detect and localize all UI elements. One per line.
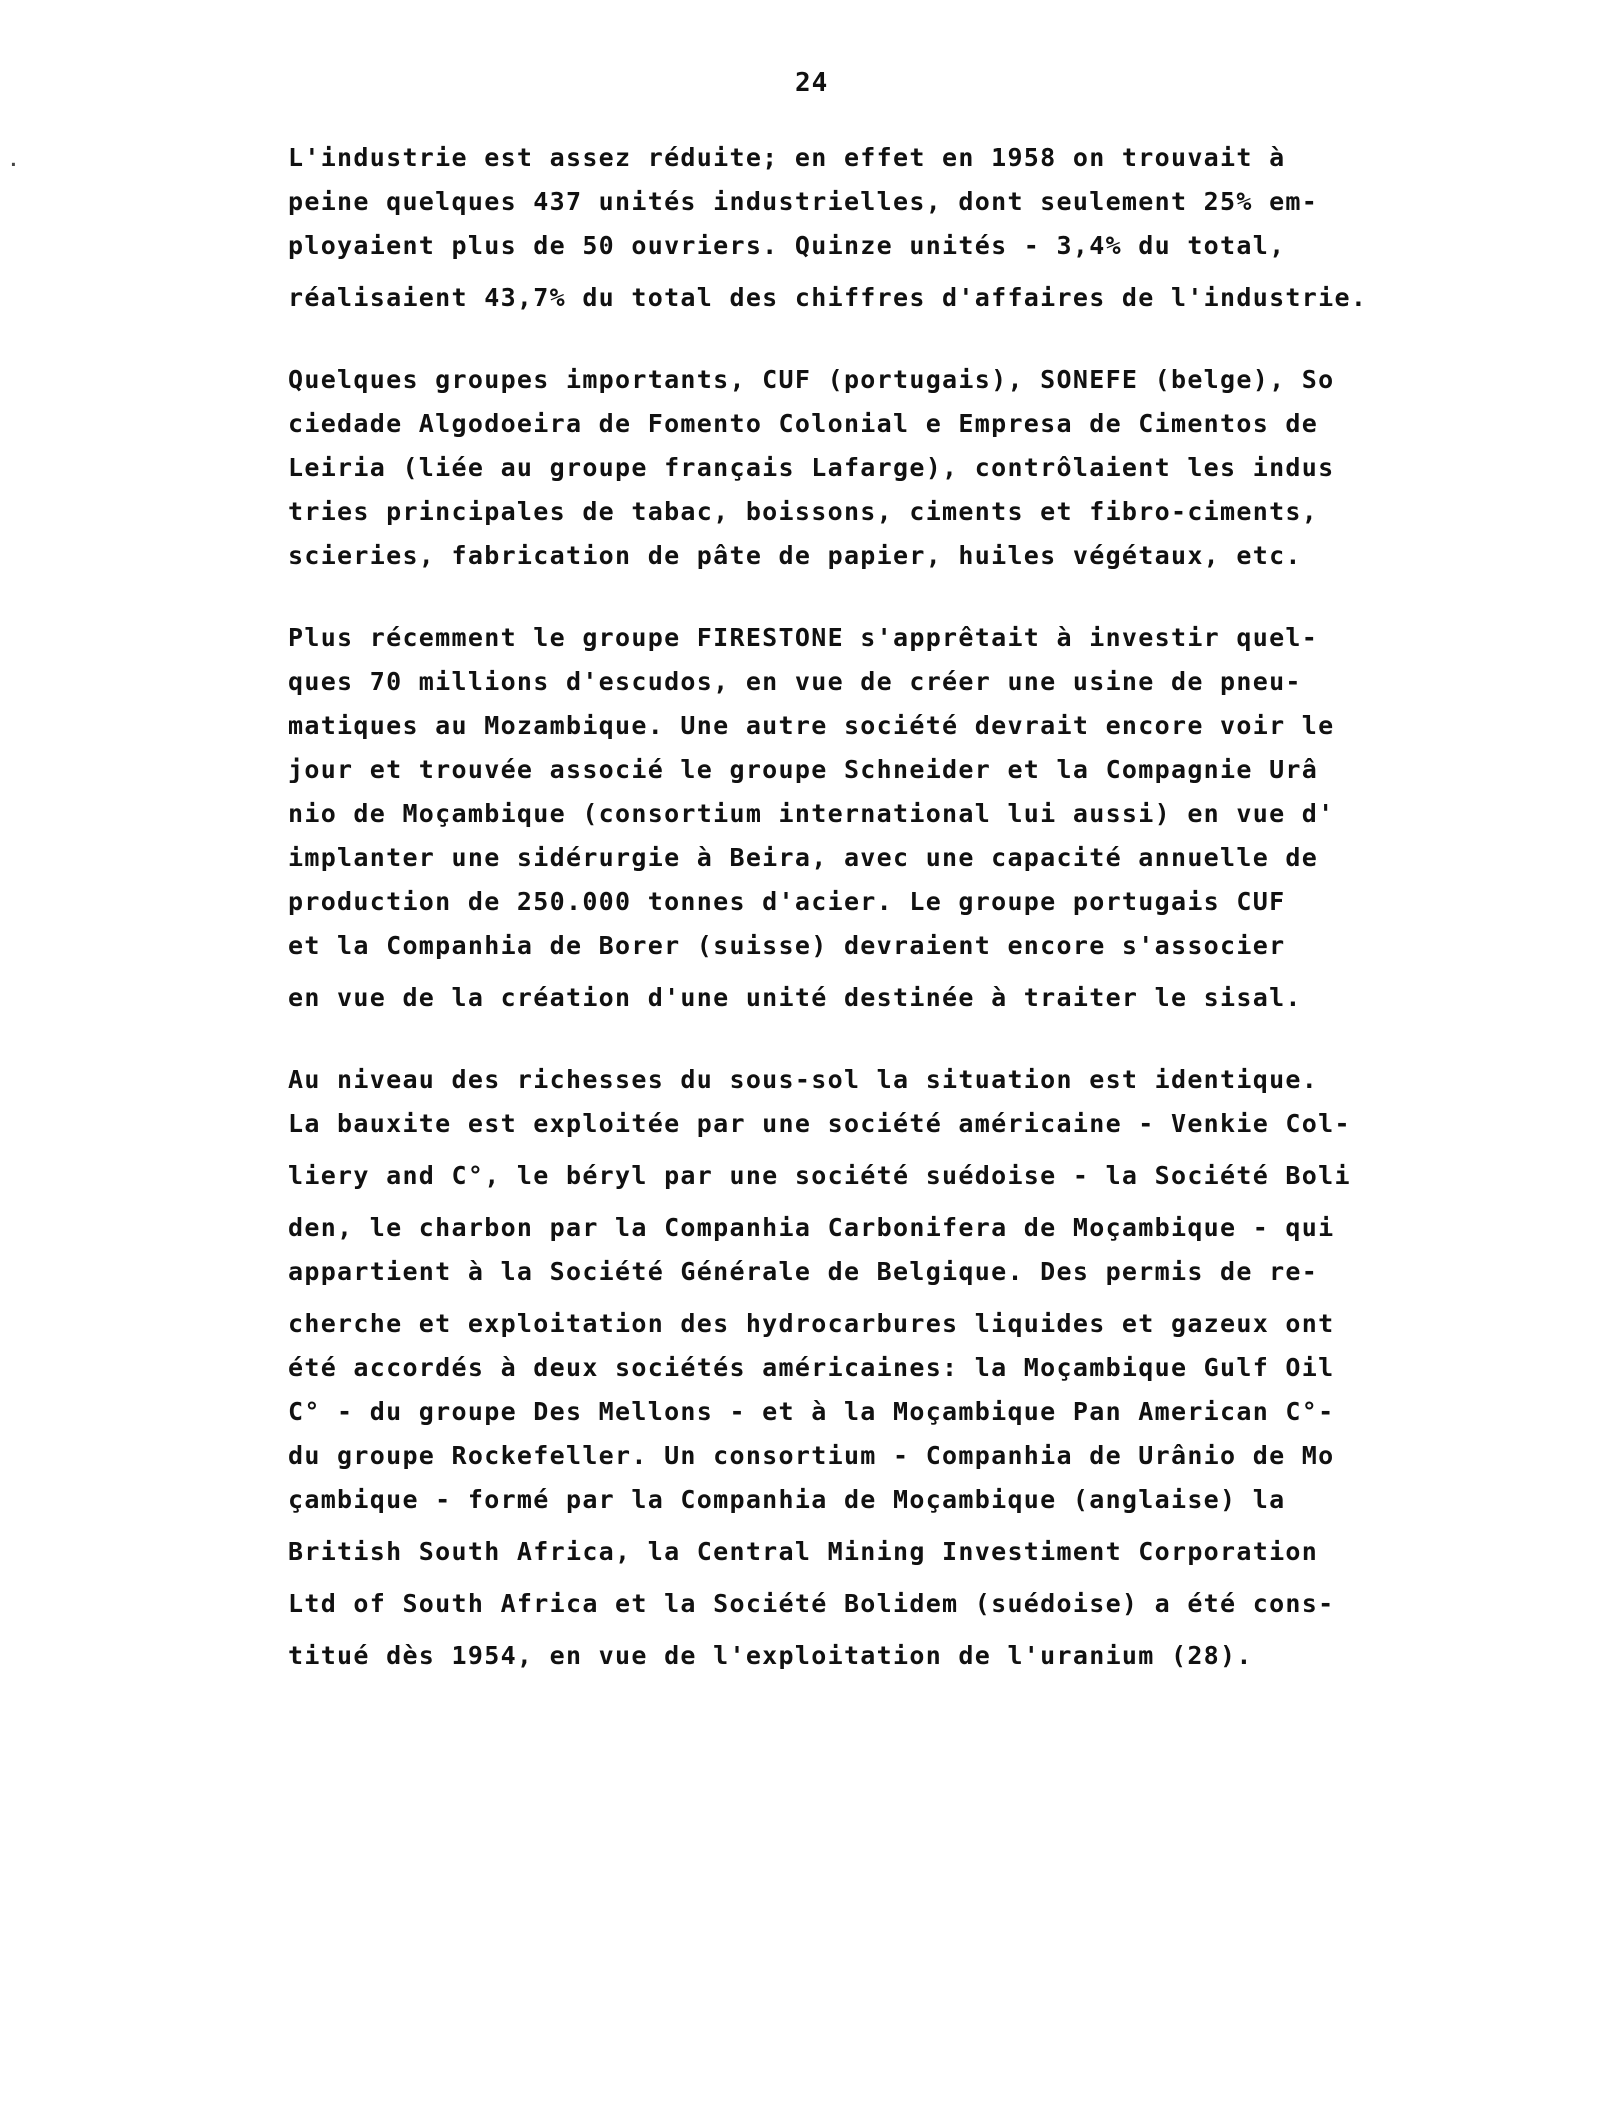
text-line: Plus récemment le groupe FIRESTONE s'apprêtait à investir quel- <box>288 623 1319 652</box>
paragraph-groups <box>288 362 1568 574</box>
text-line: scieries, fabrication de pâte de papier, huiles végétaux, etc. <box>288 541 1302 570</box>
text-line: jour et trouvée associé le groupe Schneider et la Compagnie Urâ <box>288 755 1319 784</box>
text-line: ployaient plus de 50 ouvriers. Quinze unités - 3,4% du total, <box>288 231 1286 260</box>
text-line: Au niveau des richesses du sous-sol la situation est identique. <box>288 1065 1319 1094</box>
text-line: nio de Moçambique (consortium international lui aussi) en vue d' <box>288 799 1335 828</box>
paragraph-investments <box>288 620 1568 1016</box>
text-line: peine quelques 437 unités industrielles, dont seulement 25% em- <box>288 187 1319 216</box>
page-number: 24 <box>795 68 829 98</box>
text-line: Leiria (liée au groupe français Lafarge), contrôlaient les indus <box>288 453 1335 482</box>
paragraph-industry <box>288 140 1568 316</box>
text-line: titué dès 1954, en vue de l'exploitation de l'uranium (28). <box>288 1641 1253 1670</box>
text-line: L'industrie est assez réduite; en effet en 1958 on trouvait à <box>288 143 1286 172</box>
text-line: ques 70 millions d'escudos, en vue de créer une usine de pneu- <box>288 667 1302 696</box>
text-line: ciedade Algodoeira de Fomento Colonial e Empresa de Cimentos de <box>288 409 1319 438</box>
text-line: production de 250.000 tonnes d'acier. Le groupe portugais CUF <box>288 887 1286 916</box>
text-line: implanter une sidérurgie à Beira, avec une capacité annuelle de <box>288 843 1319 872</box>
text-line: çambique - formé par la Companhia de Moçambique (anglaise) la <box>288 1485 1286 1514</box>
text-line: C° - du groupe Des Mellons - et à la Moçambique Pan American C°- <box>288 1397 1335 1426</box>
text-line: La bauxite est exploitée par une société américaine - Venkie Col- <box>288 1109 1351 1138</box>
text-line: liery and C°, le béryl par une société suédoise - la Société Boli <box>288 1161 1351 1190</box>
body-text <box>288 140 1568 1720</box>
text-line: cherche et exploitation des hydrocarbures liquides et gazeux ont <box>288 1309 1335 1338</box>
text-line: tries principales de tabac, boissons, ciments et fibro-ciments, <box>288 497 1319 526</box>
text-line: den, le charbon par la Companhia Carbonifera de Moçambique - qui <box>288 1213 1335 1242</box>
text-line: réalisaient 43,7% du total des chiffres d'affaires de l'industrie. <box>288 283 1368 312</box>
text-line: du groupe Rockefeller. Un consortium - Companhia de Urânio de Mo <box>288 1441 1335 1470</box>
text-line: Ltd of South Africa et la Société Bolidem (suédoise) a été cons- <box>288 1589 1335 1618</box>
paragraph-subsoil <box>288 1062 1568 1674</box>
text-line: matiques au Mozambique. Une autre société devrait encore voir le <box>288 711 1335 740</box>
text-line: Quelques groupes importants, CUF (portugais), SONEFE (belge), So <box>288 365 1335 394</box>
text-line: en vue de la création d'une unité destinée à traiter le sisal. <box>288 983 1302 1012</box>
text-line: et la Companhia de Borer (suisse) devraient encore s'associer <box>288 931 1286 960</box>
margin-mark: . <box>8 150 19 171</box>
text-line: British South Africa, la Central Mining Investiment Corporation <box>288 1537 1319 1566</box>
text-line: été accordés à deux sociétés américaines: la Moçambique Gulf Oil <box>288 1353 1335 1382</box>
text-line: appartient à la Société Générale de Belgique. Des permis de re- <box>288 1257 1319 1286</box>
